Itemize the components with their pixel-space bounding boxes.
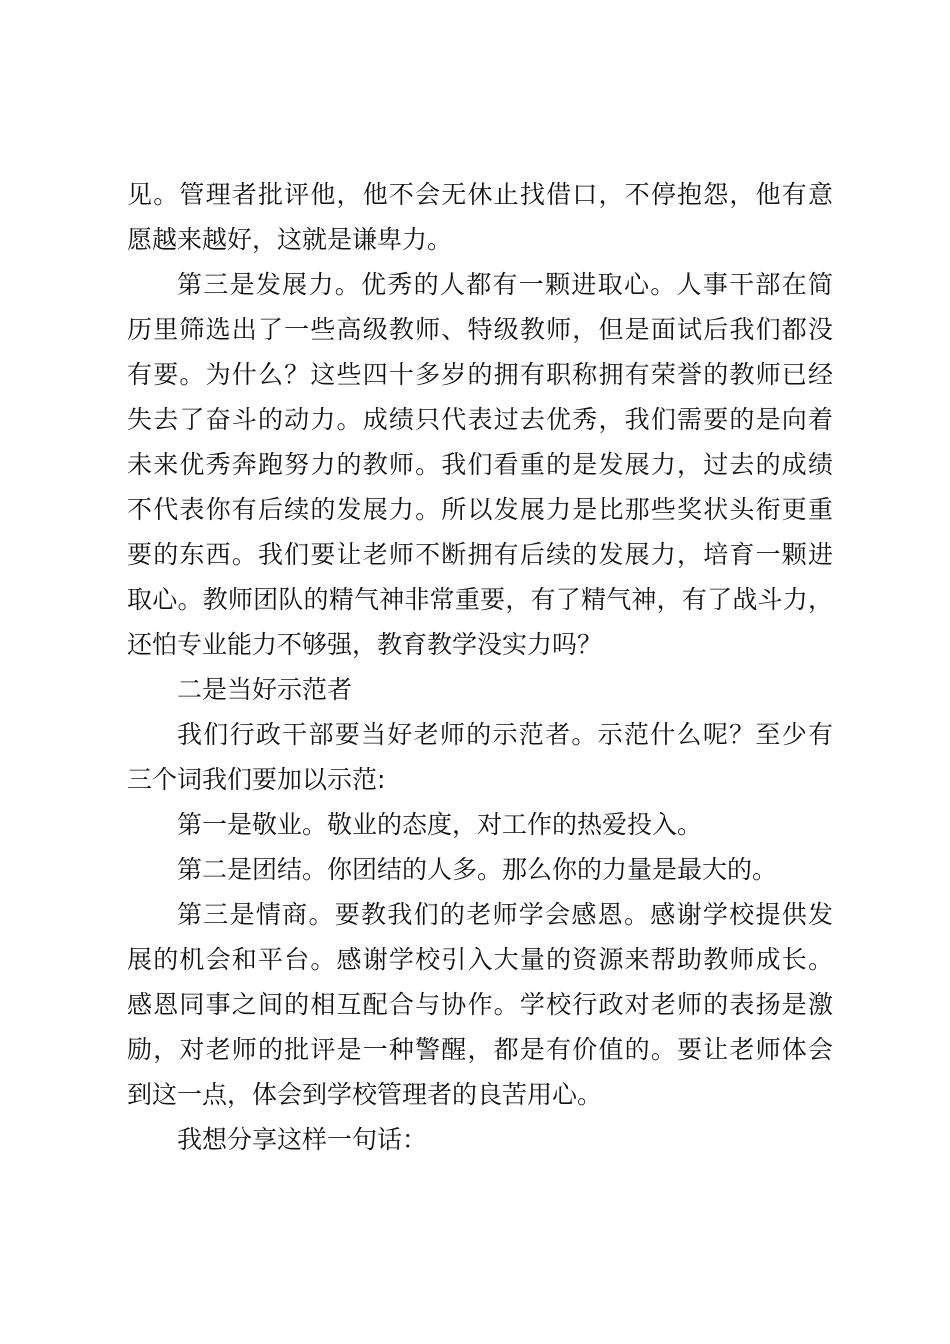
paragraph-p4 xyxy=(127,712,833,802)
text-line: 见。管理者批评他，他不会无休止找借口，不停抱怨，他有意 xyxy=(127,180,833,209)
document-body xyxy=(127,172,833,1162)
text-line: 我们行政干部要当好老师的示范者。示范什么呢？至少有 xyxy=(177,720,833,749)
text-line: 第一是敬业。敬业的态度，对工作的热爱投入。 xyxy=(177,810,703,839)
text-line: 要的东西。我们要让老师不断拥有后续的发展力，培育一颗进 xyxy=(127,540,833,569)
text-line: 不代表你有后续的发展力。所以发展力是比那些奖状头衔更重 xyxy=(127,495,833,524)
paragraph-p3 xyxy=(127,667,833,712)
text-line: 取心。教师团队的精气神非常重要，有了精气神，有了战斗力， xyxy=(127,585,833,614)
text-line: 有要。为什么？这些四十多岁的拥有职称拥有荣誉的教师已经 xyxy=(127,360,833,389)
paragraph-p6 xyxy=(127,847,833,892)
text-line: 三个词我们要加以示范: xyxy=(127,765,386,794)
paragraph-p1 xyxy=(127,172,833,262)
text-line: 愿越来越好，这就是谦卑力。 xyxy=(127,225,453,254)
text-line: 感恩同事之间的相互配合与协作。学校行政对老师的表扬是激 xyxy=(127,990,833,1019)
text-line: 励，对老师的批评是一种警醒，都是有价值的。要让老师体会 xyxy=(127,1035,833,1064)
paragraph-p5 xyxy=(127,802,833,847)
text-line: 未来优秀奔跑努力的教师。我们看重的是发展力，过去的成绩 xyxy=(127,450,833,479)
text-line: 第二是团结。你团结的人多。那么你的力量是最大的。 xyxy=(177,855,778,884)
text-line: 第三是发展力。优秀的人都有一颗进取心。人事干部在简 xyxy=(177,270,833,299)
text-line: 展的机会和平台。感谢学校引入大量的资源来帮助教师成长。 xyxy=(127,945,833,974)
text-line: 失去了奋斗的动力。成绩只代表过去优秀，我们需要的是向着 xyxy=(127,405,833,434)
text-line: 第三是情商。要教我们的老师学会感恩。感谢学校提供发 xyxy=(177,900,833,929)
text-line: 二是当好示范者 xyxy=(177,675,353,704)
text-line: 我想分享这样一句话： xyxy=(177,1125,428,1154)
text-line: 历里筛选出了一些高级教师、特级教师，但是面试后我们都没 xyxy=(127,315,833,344)
paragraph-p8 xyxy=(127,1117,833,1162)
paragraph-p2 xyxy=(127,262,833,667)
text-line: 到这一点，体会到学校管理者的良苦用心。 xyxy=(127,1080,603,1109)
paragraph-p7 xyxy=(127,892,833,1117)
text-line: 还怕专业能力不够强，教育教学没实力吗？ xyxy=(127,630,603,659)
